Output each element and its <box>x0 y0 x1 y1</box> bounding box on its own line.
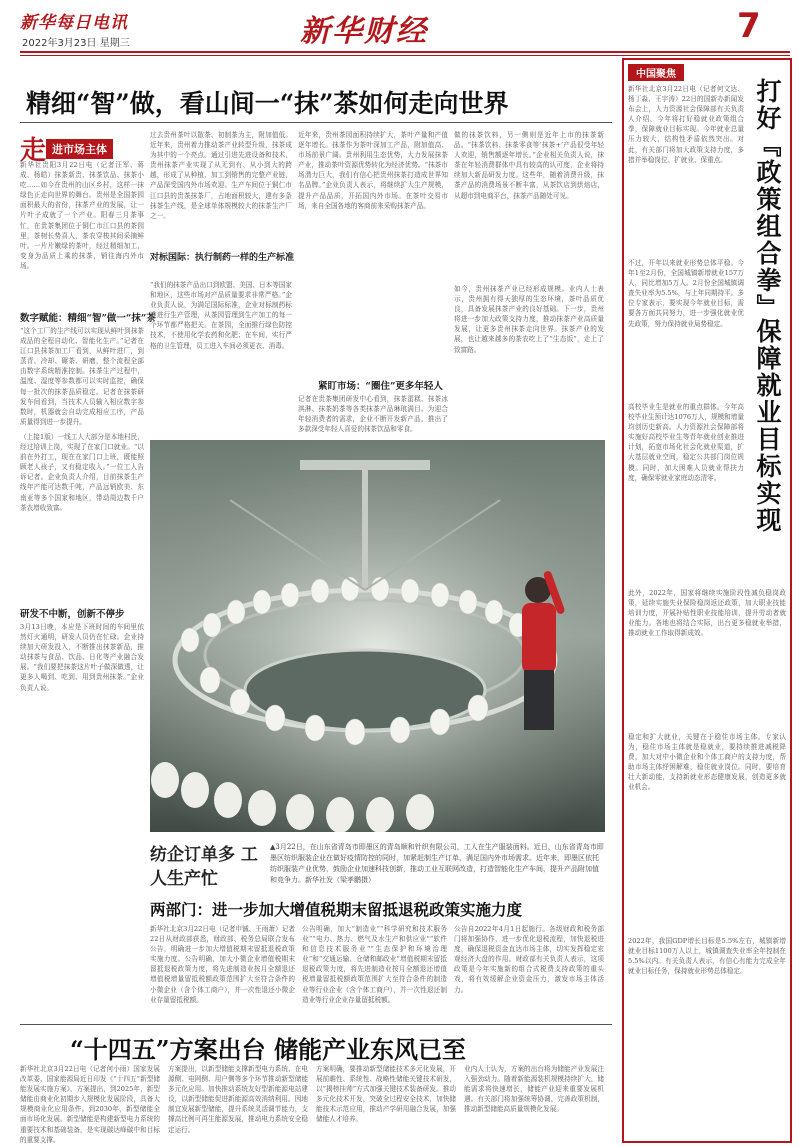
lead-col1-para3: （上接1版）一线工人大部分是本地村民，经过培训上岗，实现了在家门口就业。“以前在外打工，现在在家门口上班，既能照顾老人孩子，又有稳定收入。”一位工人告诉记者。企业负责人介绍，目前抹茶生产线年产能可达数千吨，产品远销欧美、东南亚等多个国家和地区，带动周边数千户茶农增收致富。 <box>20 433 144 512</box>
factory-photo-illustration <box>150 440 605 832</box>
lead-col2-para2: “我们的抹茶产品出口到欧盟、美国、日本等国家和地区，这些市场对产品质量要求非常严格。”企业负责人说，为满足国际标准，企业对标制药标准进行生产管理，从茶园管理到生产加工的每一个环节都严格把关。在茶园，全面推行绿色防控技术，不使用化学农药和化肥；在车间，实行严格的卫生管理，员工进入车间必须更衣、消毒。 <box>150 281 292 350</box>
lead-col2-para1: 过去贵州茶叶以散茶、初制茶为主，附加值低。近年来，贵州着力推动茶产业转型升级，抹茶成为其中的一个亮点。通过引进先进设备和技术，贵州抹茶产业实现了从无到有、从小到大的跨越，形成了从种植、加工到销售的完整产业链，产品深受国内外市场欢迎。生产车间位于铜仁市江口县的贵茶抹茶厂，占地面积较大，建有多条抹茶生产线，是全球单体规模较大的抹茶生产厂之一。 <box>150 131 292 220</box>
lead-headline: 精细“智”做，看山间一“抹”茶如何走向世界 <box>26 89 509 118</box>
right-text-6: 2022年，我国GDP增长目标是5.5%左右，城镇新增就业目标1100万人以上，城镇调查失业率全年控制在5.5%以内。有关负责人表示，有信心有能力完成全年就业目标任务，保持就业形势总体稳定。 <box>628 937 786 976</box>
column-tag-char: 走 <box>20 136 47 166</box>
page-number: 7 <box>737 6 761 46</box>
lead-col4-para1: 做的抹茶饮料，另一侧则是近年上市的抹茶新品。“抹茶饮料、抹茶零食等‘抹茶+’产品很受年轻人欢迎，销售额逐年增长。”企业相关负责人说，抹茶在年轻消费群体中具有较高的认可度，企业将持续加大新品研发力度。这些年，随着消费升级，抹茶产品的消费场景不断丰富，从茶饮店到烘焙店，从超市到电商平台，抹茶产品随处可见。 <box>454 131 604 200</box>
right-text-3: 高校毕业生是就业的重点群体。今年高校毕业生预计达1076万人，规模和增量均创历史新高。人力资源社会保障部将实施好高校毕业生等青年就业创业推进计划，拓宽市场化社会化就业渠道，扩大基层就业空间，稳定公共部门岗位规模。同时，加大困难人员就业帮扶力度，确保零就业家庭动态清零。 <box>628 403 744 482</box>
right-text-1: 新华社北京3月22日电（记者何文达、杨丁淼、王宇涛）22日的国新办新闻发布会上，人力资源社会保障部有关负责人介绍，今年将打好稳就业政策组合拳，保障就业目标实现。今年就业总量压力较大，结构性矛盾依然突出。对此，有关部门将加大政策支持力度，多措并举稳岗位、扩就业、保重点。 <box>628 85 744 164</box>
lead-subhead-3: 对标国际：执行制药一样的生产标准 <box>150 253 295 263</box>
second-col1: 新华社北京3月22日电（记者申铖、王雨萧）记者22日从财政部获悉，财政部、税务总局联合发布公告，明确进一步加大增值税期末留抵退税政策实施力度。公告明确，加大小微企业增值税期末留抵退税政策力度，将先进制造业按月全额退还增值税增量留抵税额政策范围扩大至符合条件的小微企业（含个体工商户），并一次性退还小微企业存量留抵税额。 <box>150 925 295 1004</box>
masthead-rule-thin <box>20 55 790 56</box>
masthead-rule <box>20 51 790 53</box>
right-title-line2: 保障就业目标实现 <box>753 318 782 534</box>
lead-subhead-4: 紧盯市场：“圈住”更多年轻人 <box>318 381 443 392</box>
third-headline: “十四五”方案出台 储能产业东风已至 <box>70 1035 466 1064</box>
second-col2: 公告明确，加大“制造业”“科学研究和技术服务业”“电力、热力、燃气及水生产和供应业”“软件和信息技术服务业”“生态保护和环境治理业”和“交通运输、仓储和邮政业”增值税期末留抵退税政策力度，将先进制造业按月全额退还增值税增量留抵税额政策范围扩大至符合条件的制造业等行业企业（含个体工商户），并一次性退还制造业等行业企业存量留抵税额。 <box>302 925 447 1004</box>
second-col3: 公告自2022年4月1日起施行。各级财政和税务部门将加强协作，进一步优化退税流程，加快退税进度，确保退税资金直达市场主体，切实发挥稳定宏观经济大盘的作用。财政部有关负责人表示，这项政策是今年实施新的组合式税费支持政策的重头戏，将有效缓解企业资金压力，激发市场主体活力。 <box>454 925 604 994</box>
right-feature-tag: 中国聚焦 <box>628 64 684 81</box>
lead-subhead-2: 研发不中断，创新不停步 <box>20 609 125 620</box>
third-top-rule <box>20 1024 612 1025</box>
lead-col4-para2: 如今，贵州抹茶产业已经形成规模。业内人士表示，贵州拥有得天独厚的生态环境，茶叶品质优良，具备发展抹茶产业的良好基础。下一步，贵州将进一步加大政策支持力度，推动抹茶产业高质量发展，让更多贵州抹茶走向世界。抹茶产业的发展，也让越来越多的茶农吃上了“生态饭”，走上了致富路。 <box>454 285 604 354</box>
photo-caption-title: 纺企订单多 工人生产忙 <box>150 845 258 889</box>
lead-col1-para4: 3月13日晚，本应是下班时间的车间里依然灯火通明，研发人员仍在忙碌。企业持续加大研发投入，不断推出抹茶新品，推动抹茶与食品、饮品、日化等产业融合发展。“我们要把抹茶这片叶子做深做透，让更多人喝到、吃到、用到贵州抹茶。”企业负责人说。 <box>20 623 144 692</box>
photo-caption-text: ▲3月22日，在山东省青岛市即墨区的青岛顺和针织有限公司，工人在生产服装面料。近日，山东省青岛市即墨区纺织服装企业在做好疫情防控的同时，加紧赶制生产订单，满足国内外市场需求。近年来，即墨区依托纺织服装产业优势，鼓励企业加速科技创新，推动工业互联网改造，打造智能化生产车间，提升产品附加值和竞争力。新华社发（梁孝鹏摄） <box>270 843 604 884</box>
lead-subhead-1: 数字赋能：精细“智”做一“抹”茶 <box>20 313 156 324</box>
third-col1: 新华社北京3月22日电（记者何小雨）国家发展改革委、国家能源局近日印发《“十四五”新型储能发展实施方案》，方案提出，到2025年，新型储能由商业化初期步入规模化发展阶段，具备大规模商业化应用条件。到2030年，新型储能全面市场化发展。新型储能是构建新型电力系统的重要技术和基础装备，是实现碳达峰碳中和目标的重要支撑。 <box>20 1065 160 1144</box>
lead-col3-para2: 记者在贵茶集团研发中心看到，抹茶蛋糕、抹茶冰淇淋、抹茶奶茶等各类抹茶产品琳琅满目。为迎合年轻消费者的需求，企业不断开发新产品，推出了多款深受年轻人喜爱的抹茶饮品和零食。 <box>298 395 448 434</box>
lead-col3-para1: 近年来，贵州茶园面积持续扩大，茶叶产量和产值逐年增长。抹茶作为茶叶深加工产品，附加值高、市场前景广阔。贵州利用生态优势，大力发展抹茶产业，推动茶叶资源优势转化为经济优势。“抹茶市场潜力巨大，我们有信心把贵州抹茶打造成世界知名品牌。”企业负责人表示，将继续扩大生产规模，提升产品品质，开拓国内外市场。在茶叶交易市场，来自全国各地的客商前来采购抹茶产品。 <box>298 131 448 210</box>
second-headline: 两部门：进一步加大增值税期末留抵退税政策实施力度 <box>150 900 523 919</box>
right-title-line1: 打好『政策组合拳』 <box>753 78 782 321</box>
masthead-section: 新华财经 <box>300 14 428 49</box>
right-text-5: 稳定和扩大就业，关键在于稳住市场主体。专家认为，稳住市场主体就是稳就业，要持续推进减税降费，加大对中小微企业和个体工商户的支持力度，帮助市场主体纾困解难，稳住就业岗位。同时，要培育壮大新动能，支持新就业形态健康发展，创造更多就业机会。 <box>628 733 786 792</box>
lead-col1-para2: “这个工厂的生产线可以实现从鲜叶到抹茶成品的全程自动化、智能化生产。”记者在江口县抹茶加工厂看到，从鲜叶进厂，到蒸青、冷却、碾茶、研磨，整个流程全部由数字系统精准控制。抹茶生产过程中，温度、湿度等参数都可以实时监控，确保每一批次的抹茶品质稳定。记者在抹茶研发车间看到，当技术人员输入相应数字参数时，机器就会自动完成相应工序，产品质量得到进一步提升。 <box>20 327 144 426</box>
lead-headline-rule <box>20 122 612 123</box>
third-col3: 方案明确，要推动新型储能技术多元化发展，开展前瞻性、系统性、战略性储能关键技术研发，以“揭榜挂帅”方式加强关键技术装备研发。推动多元化技术开发，突破全过程安全技术，加快储能技术示范应用，推动产学研用融合发展，加强储能人才培养。 <box>316 1065 456 1124</box>
third-col2: 方案提出，以新型储能支撑新型电力系统、在电源侧、电网侧、用户侧等多个环节推动新型储能多元化应用。加快推动系统友好型新能源电站建设，以新型储能促进新能源高效消纳利用。因地制宜发展新型储能，提升系统灵活调节能力，支撑高比例可再生能源发展，推动电力系统安全稳定运行。 <box>168 1065 308 1134</box>
masthead-date: 2022年3月23日 星期三 <box>22 38 130 49</box>
right-text-2: 不过，开年以来就业形势总体平稳。今年1至2月份，全国城镇新增就业157万人，同比增加5万人。2月份全国城镇调查失业率为5.5%，与上年同期持平。多位专家表示，要实现今年就业目标，需要各方面共同努力，进一步强化就业优先政策，努力保持就业局势稳定。 <box>628 259 744 328</box>
lead-col1-para1: 新华社贵阳3月22日电（记者汪军、蒋成、杨皓）抹茶新贵、抹茶饮品、抹茶小吃……如今在贵州的山区乡村，这样一抹绿色正走向世界的舞台。贵州是全国茶园面积最大的省份，抹茶产业的发展，让一片叶子成就了一个产业。阳春三月茶事忙，在贵茶集团位于铜仁市江口县的茶园里，茶树长势喜人，茶农穿梭其间采摘鲜叶。一片片嫩绿的茶叶，经过精细加工，变身为品质上乘的抹茶，销往海内外市场。 <box>20 161 144 270</box>
factory-photo <box>150 440 605 832</box>
column-tag-label: 进市场主体 <box>46 139 113 159</box>
masthead-brand: 新华每日电讯 <box>20 13 128 33</box>
third-col4: 业内人士认为，方案的出台将为储能产业发展注入强劲动力。随着新能源装机规模持续扩大，储能需求将快速增长，储能产业迎来重要发展机遇。有关部门将加强统筹协调，完善政策机制，推动新型储能高质量规模化发展。 <box>464 1065 604 1114</box>
right-text-4: 此外，2022年，国家将继续实施阶段性减负稳岗政策，延续实施失业保险稳岗返还政策，加大职业技能培训力度，开展补贴性职业技能培训，提升劳动者就业能力。各地也将结合实际，出台更多稳就业举措，推动就业工作取得新成效。 <box>628 589 786 638</box>
